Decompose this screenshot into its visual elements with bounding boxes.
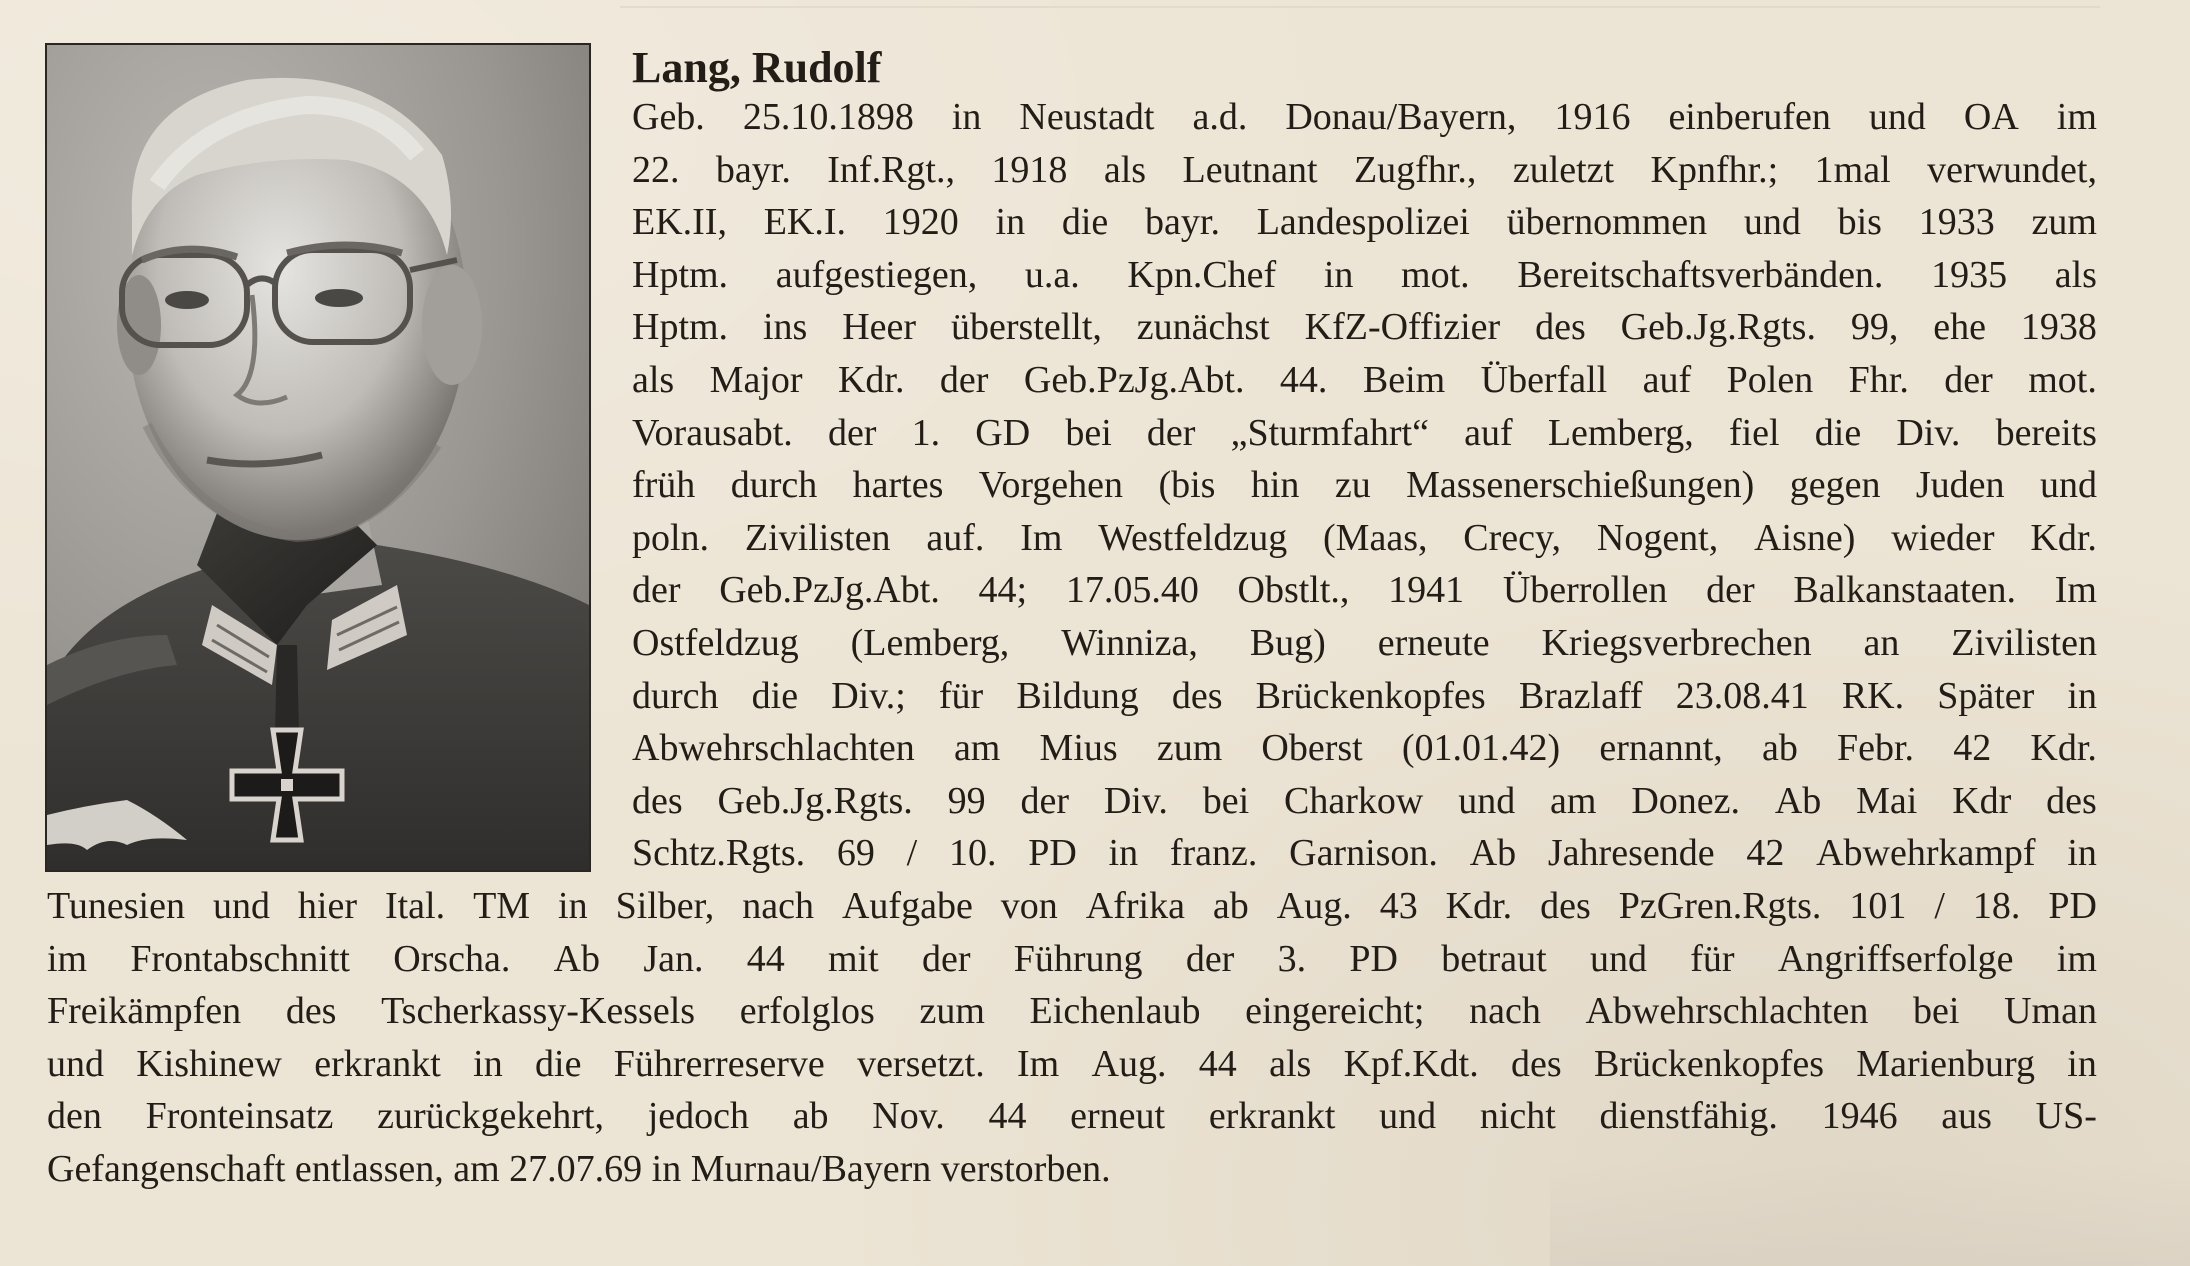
text-line: poln. Zivilisten auf. Im Westfeldzug (Maas, Crecy, Nogent, Aisne) wieder Kdr. bbox=[632, 516, 2097, 559]
text-line: Geb. 25.10.1898 in Neustadt a.d. Donau/Bayern, 1916 einberufen und OA im bbox=[632, 96, 2097, 138]
portrait-photo bbox=[45, 43, 591, 872]
text-line: Ostfeldzug (Lemberg, Winniza, Bug) erneute Kriegsverbrechen an Zivilisten bbox=[632, 622, 2097, 664]
text-line: früh durch hartes Vorgehen (bis hin zu Massenerschießungen) gegen Juden und bbox=[632, 464, 2097, 507]
text-line: der Geb.PzJg.Abt. 44; 17.05.40 Obstlt., 1941 Überrollen der Balkanstaaten. Im bbox=[632, 569, 2097, 612]
text-line: Gefangenschaft entlassen, am 27.07.69 in Murnau/Bayern verstorben. bbox=[47, 1148, 1111, 1190]
text-line: und Kishinew erkrankt in die Führerreserve versetzt. Im Aug. 44 als Kpf.Kdt. des Brückenkopfes Marienburg in bbox=[47, 1042, 2097, 1085]
print-bleed-top bbox=[620, 6, 2100, 8]
entry-title: Lang, Rudolf bbox=[632, 43, 882, 92]
text-line: Freikämpfen des Tscherkassy-Kessels erfolglos zum Eichenlaub eingereicht; nach Abwehrschlachten bei Uman bbox=[47, 990, 2097, 1033]
text-line: im Frontabschnitt Orscha. Ab Jan. 44 mit der Führung der 3. PD betraut und für Angriffserfolge im bbox=[47, 937, 2097, 980]
text-line: Hptm. ins Heer überstellt, zunächst KfZ-Offizier des Geb.Jg.Rgts. 99, ehe 1938 bbox=[632, 306, 2097, 349]
text-line: als Major Kdr. der Geb.PzJg.Abt. 44. Beim Überfall auf Polen Fhr. der mot. bbox=[632, 359, 2097, 401]
portrait-image bbox=[47, 45, 589, 870]
text-line: durch die Div.; für Bildung des Brückenkopfes Brazlaff 23.08.41 RK. Später in bbox=[632, 674, 2097, 717]
text-line: des Geb.Jg.Rgts. 99 der Div. bei Charkow und am Donez. Ab Mai Kdr des bbox=[632, 779, 2097, 822]
text-line: den Fronteinsatz zurückgekehrt, jedoch ab Nov. 44 erneut erkrankt und nicht dienstfähig. 1946 aus US- bbox=[47, 1095, 2097, 1138]
page-corner-shading bbox=[1550, 1160, 2190, 1266]
text-line: Schtz.Rgts. 69 / 10. PD in franz. Garnison. Ab Jahresende 42 Abwehrkampf in bbox=[632, 832, 2097, 875]
text-line: Vorausabt. der 1. GD bei der „Sturmfahrt“ auf Lemberg, fiel die Div. bereits bbox=[632, 411, 2097, 454]
text-line: Abwehrschlachten am Mius zum Oberst (01.01.42) ernannt, ab Febr. 42 Kdr. bbox=[632, 727, 2097, 770]
text-line: 22. bayr. Inf.Rgt., 1918 als Leutnant Zugfhr., zuletzt Kpnfhr.; 1mal verwundet, bbox=[632, 148, 2097, 191]
text-line: Hptm. aufgestiegen, u.a. Kpn.Chef in mot. Bereitschaftsverbänden. 1935 als bbox=[632, 253, 2097, 296]
text-line: EK.II, EK.I. 1920 in die bayr. Landespolizei übernommen und bis 1933 zum bbox=[632, 201, 2097, 244]
text-line: Tunesien und hier Ital. TM in Silber, nach Aufgabe von Afrika ab Aug. 43 Kdr. des PzGren.Rgts. 101 / 18. PD bbox=[47, 885, 2097, 927]
